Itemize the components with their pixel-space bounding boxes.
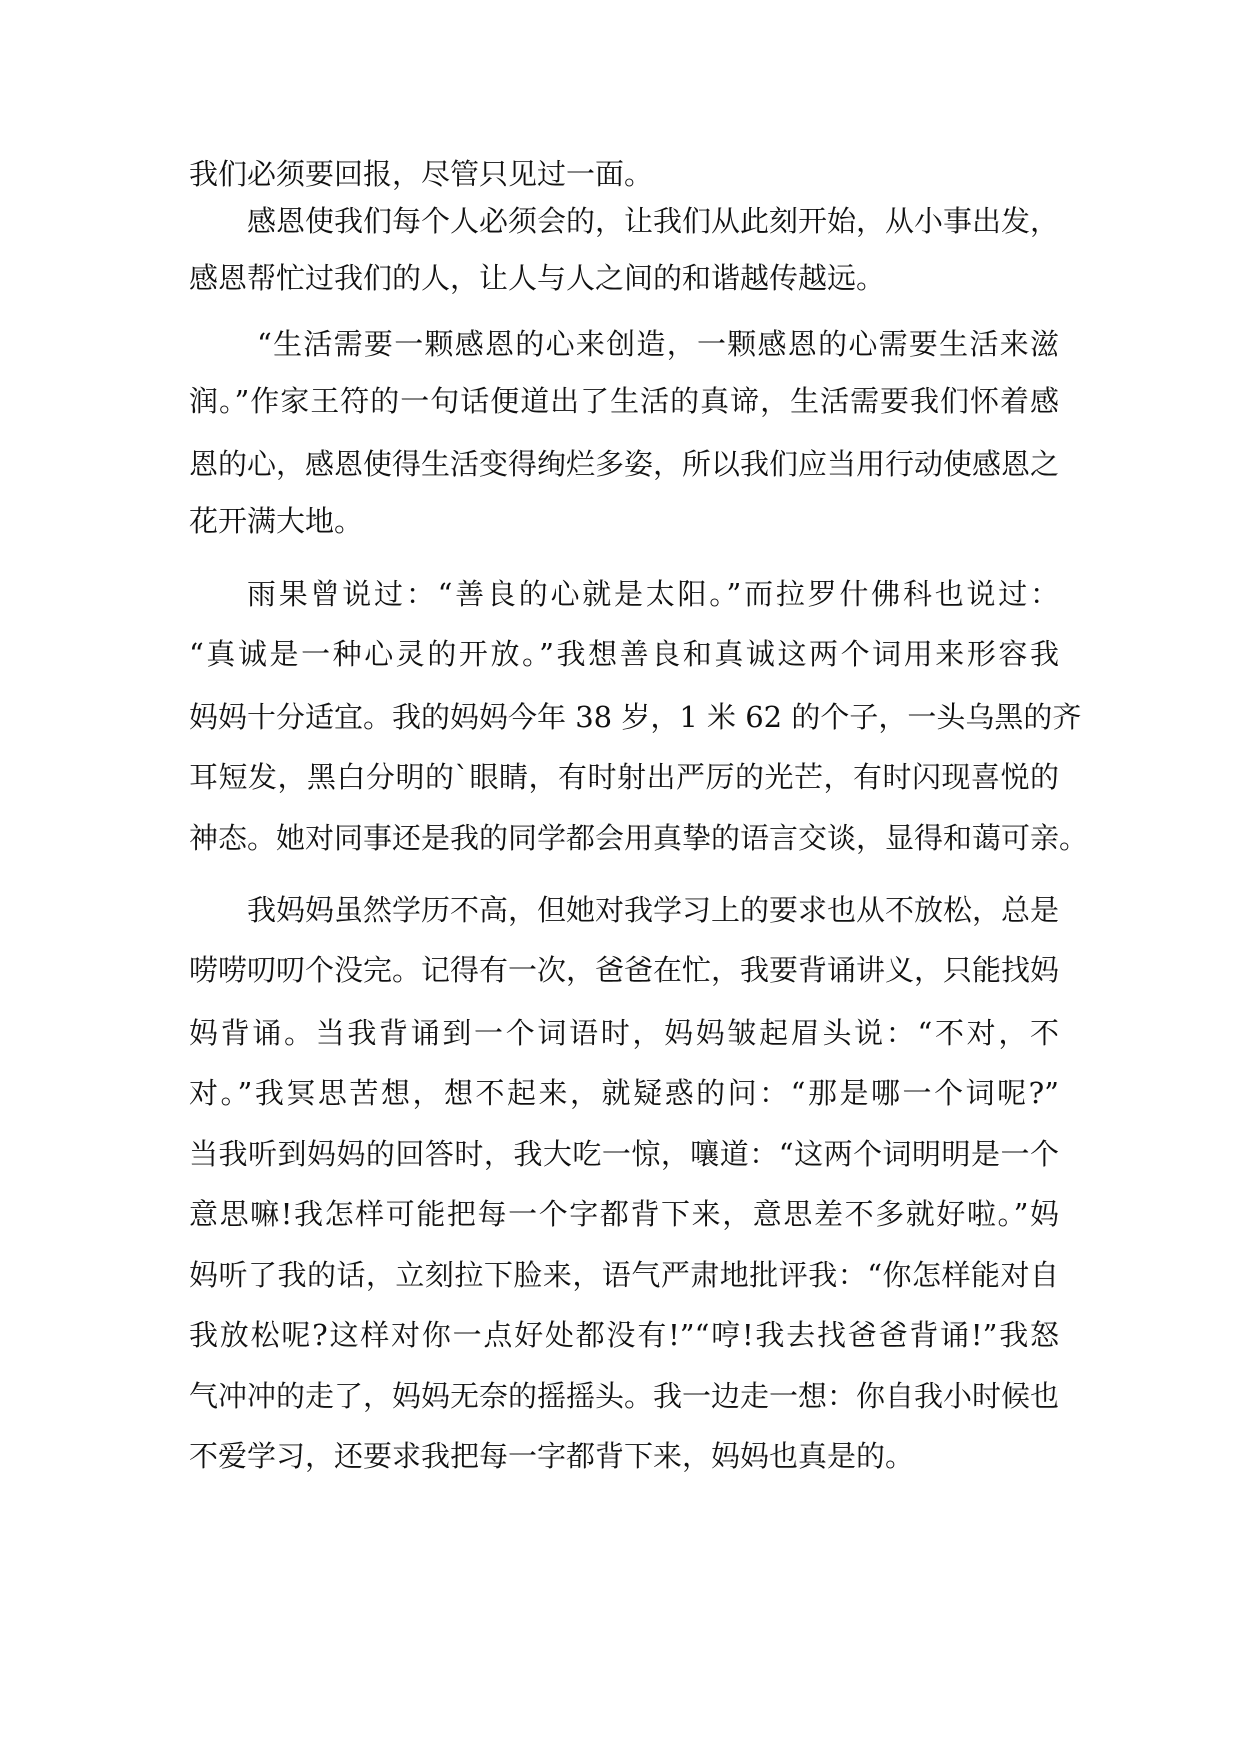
paragraph-line: 唠唠叨叨个没完。记得有一次，爸爸在忙，我要背诵讲义，只能找妈 (189, 953, 1060, 987)
paragraph-line: 感恩帮忙过我们的人，让人与人之间的和谐越传越远。 (189, 261, 886, 295)
paragraph-line: 当我听到妈妈的回答时，我大吃一惊，嚷道：“这两个词明明是一个 (189, 1137, 1059, 1171)
paragraph-line: 神态。她对同事还是我的同学都会用真挚的语言交谈，显得和蔼可亲。 (189, 821, 1089, 855)
paragraph-line: 润。”作家王符的一句话便道出了生活的真谛，生活需要我们怀着感 (189, 384, 1059, 418)
paragraph-line: 意思嘛!我怎样可能把每一个字都背下来，意思差不多就好啦。”妈 (189, 1197, 1059, 1231)
paragraph-line: “真诚是一种心灵的开放。”我想善良和真诚这两个词用来形容我 (189, 637, 1059, 671)
paragraph-line: 妈妈十分适宜。我的妈妈今年 38 岁，1 米 62 的个子，一头乌黑的齐 (189, 700, 1082, 734)
paragraph-line: 对。”我冥思苦想，想不起来，就疑惑的问：“那是哪一个词呢?” (189, 1076, 1059, 1110)
paragraph-line: 耳短发，黑白分明的`眼睛，有时射出严厉的光芒，有时闪现喜悦的 (189, 760, 1059, 794)
paragraph-line: 不爱学习，还要求我把每一字都背下来，妈妈也真是的。 (189, 1439, 915, 1473)
paragraph-line: 妈背诵。当我背诵到一个词语时，妈妈皱起眉头说：“不对，不 (189, 1016, 1059, 1050)
paragraph-line: 感恩使我们每个人必须会的，让我们从此刻开始，从小事出发， (247, 204, 1060, 238)
paragraph-line: 恩的心，感恩使得生活变得绚烂多姿，所以我们应当用行动使感恩之 (189, 447, 1060, 481)
paragraph-line: 我们必须要回报，尽管只见过一面。 (189, 157, 654, 191)
paragraph-line: 气冲冲的走了，妈妈无奈的摇摇头。我一边走一想：你自我小时候也 (189, 1379, 1060, 1413)
paragraph-line: 我放松呢?这样对你一点好处都没有!”“哼!我去找爸爸背诵!”我怒 (189, 1318, 1059, 1352)
paragraph-line: “生活需要一颗感恩的心来创造，一颗感恩的心需要生活来滋 (257, 327, 1059, 361)
paragraph-line: 花开满大地。 (189, 504, 364, 538)
paragraph-line: 雨果曾说过：“善良的心就是太阳。”而拉罗什佛科也说过： (247, 577, 1059, 611)
paragraph-line: 妈听了我的话，立刻拉下脸来，语气严肃地批评我：“你怎样能对自 (189, 1258, 1059, 1292)
paragraph-line: 我妈妈虽然学历不高，但她对我学习上的要求也从不放松，总是 (247, 893, 1060, 927)
